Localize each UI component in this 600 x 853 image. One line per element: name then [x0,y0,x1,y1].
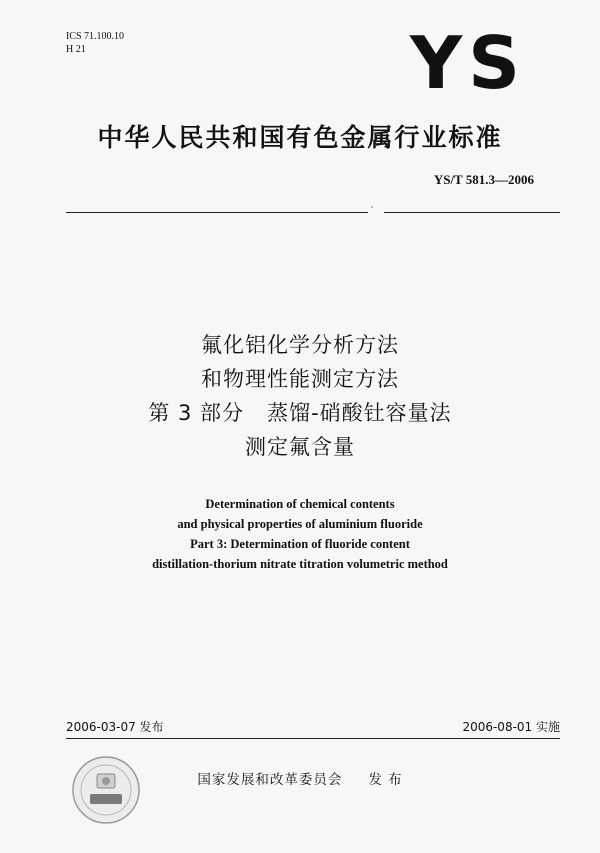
classification-codes [66,30,124,56]
chinese-title-line: 测定氟含量 [245,435,355,459]
divider-mark: ˋ [370,206,375,217]
header-divider-right [384,212,560,213]
issuer-name: 国家发展和改革委员会 [197,772,343,788]
header-divider-left [66,212,368,213]
english-title-line: and physical properties of aluminium fluoride [177,517,423,531]
anti-counterfeit-seal-icon [70,754,142,826]
english-title-line: Determination of chemical contents [205,497,395,511]
issue-label: 发 布 [368,772,403,788]
english-title-line: Part 3: Determination of fluoride content [190,537,410,551]
implementation-date: 2006-08-01 实施 [462,720,560,734]
ccs-code: H 21 [66,44,86,55]
chinese-title-line: 和物理性能测定方法 [201,367,399,391]
chinese-title-line: 第 3 部分 蒸馏-硝酸钍容量法 [148,401,452,425]
footer-divider [66,738,560,739]
english-title [0,494,600,574]
chinese-title-line: 氟化铝化学分析方法 [201,333,399,357]
english-title-line: distillation-thorium nitrate titration volumetric method [152,557,448,571]
issue-date: 2006-03-07 发布 [66,720,164,734]
chinese-title [0,328,600,464]
ys-logo: YS [410,21,526,105]
issuing-authority [0,768,600,788]
standard-number: YS/T 581.3—2006 [433,172,534,187]
ics-code: ICS 71.100.10 [66,31,125,42]
standard-category-title: 中华人民共和国有色金属行业标准 [97,123,503,152]
